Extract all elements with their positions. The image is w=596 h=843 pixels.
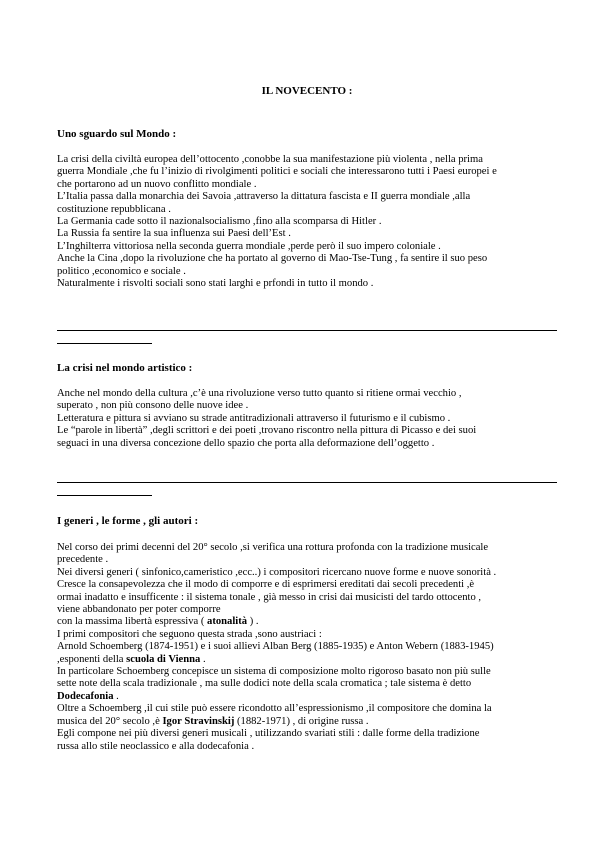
bold-term-dodecaphony: Dodecafonia (57, 690, 114, 702)
section-heading-world: Uno sguardo sul Mondo : (57, 128, 177, 140)
bold-term-atonality: atonalità (207, 616, 248, 628)
divider-line-short (57, 343, 152, 344)
section-genres-text (57, 542, 557, 753)
text-line (57, 616, 557, 628)
text-line: viene abbandonato per poter comporre (57, 604, 221, 616)
text-line: L’Italia passa dalla monarchia dei Savoia ,attraverso la dittatura fascista e II guerra mondiale ,alla (57, 191, 471, 203)
section-world-text (57, 154, 557, 290)
text-line (57, 716, 557, 728)
text-line: Cresce la consapevolezza che il modo di comporre e di esprimersi ereditati dai secoli precedenti ,è (57, 579, 475, 591)
text-line: costituzione repubblicana . (57, 203, 171, 215)
text-span: ,esponenti della (57, 653, 127, 665)
text-line: Naturalmente i risvolti sociali sono stati larghi e prfondi in tutto il mondo . (57, 278, 374, 290)
text-line: ormai inadatto e insufficente : il sistema tonale , già messo in crisi dai musicisti del tardo ottocento , (57, 591, 482, 603)
text-span: . (113, 690, 119, 702)
divider-line-short (57, 495, 152, 496)
text-line (57, 654, 557, 666)
text-line: La Russia fa sentire la sua influenza sui Paesi dell’Est . (57, 228, 291, 240)
text-line: Oltre a Schoemberg ,il cui stile può essere ricondotto all’espressionismo ,il compositore che domina la (57, 703, 492, 715)
divider-1 (57, 330, 557, 344)
text-line: superato , non più consono delle nuove idee . (57, 400, 249, 412)
text-line: russa allo stile neoclassico e alla dodecafonia . (57, 740, 255, 752)
text-line: politico ,economico e sociale . (57, 265, 186, 277)
text-span: musica del 20° secolo ,è (57, 715, 163, 727)
section-art-text (57, 388, 557, 450)
text-line: Letteratura e pittura si avviano su strade antitradizionali attraverso il futurismo e il cubismo . (57, 412, 451, 424)
text-line: Anche la Cina ,dopo la rivoluzione che ha portato al governo di Mao-Tse-Tung , fa sentire il suo peso (57, 253, 488, 265)
text-line: La Germania cade sotto il nazionalsocialismo ,fino alla scomparsa di Hitler . (57, 216, 382, 228)
bold-term-vienna-school: scuola di Vienna (126, 653, 201, 665)
divider-line (57, 330, 557, 331)
text-line: L’Inghilterra vittoriosa nella seconda guerra mondiale ,perde però il suo impero coloniale . (57, 240, 441, 252)
text-line: precedente . (57, 554, 109, 566)
page-title: IL NOVECENTO : (261, 85, 353, 97)
text-span: . (200, 653, 206, 665)
text-line: Nei diversi generi ( sinfonico,cameristico ,ecc..) i compositori ricercano nuove forme e nuove sonorità . (57, 566, 497, 578)
section-heading-art: La crisi nel mondo artistico : (57, 362, 193, 374)
text-line: Arnold Schoemberg (1874-1951) e i suoi allievi Alban Berg (1885-1935) e Anton Webern (1883-1945) (57, 641, 494, 653)
text-line: La crisi della civiltà europea dell’ottocento ,conobbe la sua manifestazione più violenta , nella prima (57, 154, 483, 165)
text-line: I primi compositori che seguono questa strada ,sono austriaci : (57, 628, 322, 640)
text-line: In particolare Schoemberg concepisce un sistema di composizione molto rigoroso basato non più sulle (57, 666, 491, 678)
text-line: seguaci in una diversa concezione dello spazio che porta alla deformazione dell’oggetto . (57, 437, 435, 449)
text-span: ) . (247, 616, 259, 628)
text-line: Anche nel mondo della cultura ,c’è una rivoluzione verso tutto quanto si ritiene ormai vecchio , (57, 388, 462, 399)
section-heading-genres: I generi , le forme , gli autori : (57, 515, 199, 527)
divider-line (57, 482, 557, 483)
text-line: che portarono ad un nuovo conflitto mondiale . (57, 178, 257, 190)
text-line: Nel corso dei primi decenni del 20° secolo ,si verifica una rottura profonda con la tradizione musicale (57, 542, 489, 553)
text-line: Egli compone nei più diversi generi musicali , utilizzando svariati stili : dalle forme della tradizione (57, 728, 480, 740)
text-line: Le “parole in libertà” ,degli scrittori e dei poeti ,trovano riscontro nella pittura di Picasso e dei suoi (57, 425, 477, 437)
text-line: guerra Mondiale ,che fu l’inizio di rivolgimenti politici e sociali che interessarono tutti i Paesi europei e (57, 166, 497, 178)
text-line: sette note della scala tradizionale , ma sulle dodici note della scala cromatica ; tale sistema è detto (57, 678, 472, 690)
text-line (57, 691, 557, 703)
divider-2 (57, 482, 557, 496)
text-span: con la massima libertà espressiva ( (57, 616, 208, 628)
bold-term-stravinskij: Igor Stravinskij (162, 715, 235, 727)
text-span: (1882-1971) , di origine russa . (234, 715, 369, 727)
